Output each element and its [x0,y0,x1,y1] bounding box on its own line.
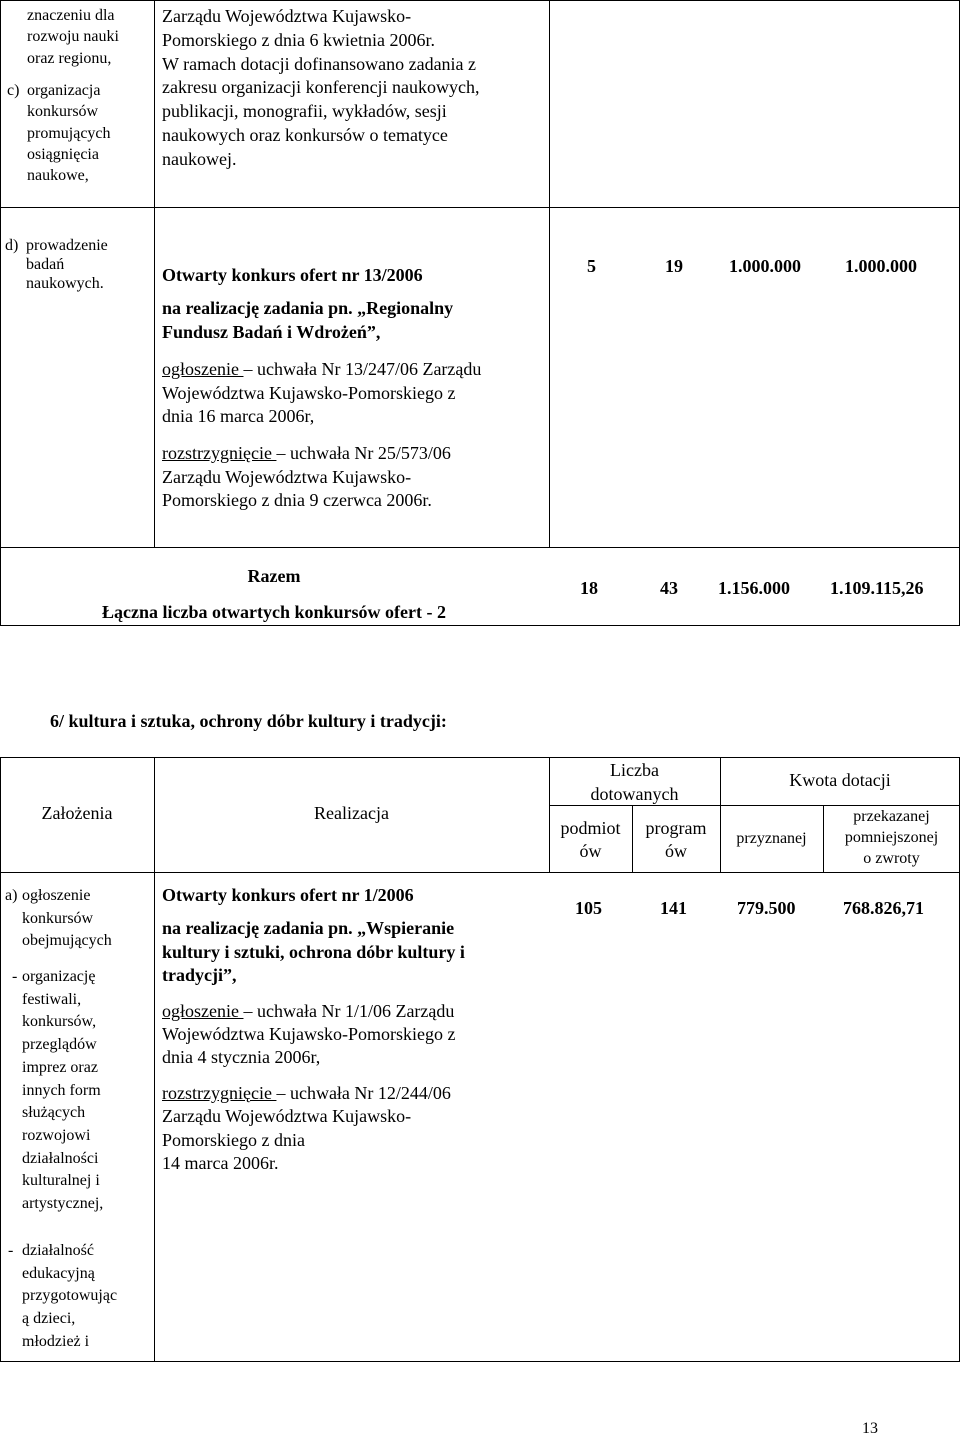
text-line: 14 marca 2006r. [162,1152,279,1173]
text-line: ów [579,841,602,862]
text-line: Liczba [610,760,659,780]
text-line: naukowych. [26,275,104,293]
text-line: Zarządu Województwa Kujawsko- [162,1106,412,1127]
text-line: Pomorskiego z dnia 9 czerwca 2006r. [162,490,432,511]
text-line: badań [26,256,65,274]
text-line: działalność [22,1242,94,1259]
kwota-przekazana: 1.000.000 [845,256,917,276]
text-line: naukowych oraz konkursów o tematyce [162,124,448,145]
text-line: artystycznej, [22,1195,104,1213]
text-line: rozwojowi [22,1127,91,1145]
total-programy: 43 [660,578,678,598]
list-marker: - [8,1242,14,1259]
total-podmioty: 18 [580,578,598,598]
row-realizacja [162,884,542,1175]
announcement-label: ogłoszenie [162,1000,244,1021]
text-line: dnia 4 stycznia 2006r, [162,1047,321,1068]
row-dash-item-1 [12,966,152,1216]
text-line: naukowe, [27,167,89,185]
text-line: organizacja [27,82,101,99]
text-line: dnia 16 marca 2006r, [162,405,315,426]
text-line: służących [22,1104,86,1122]
text-line: innych form [22,1081,101,1099]
text-line: dotowanych [590,784,679,805]
text-line: rozwoju nauki [27,28,119,46]
text-line: Zarządu Województwa Kujawsko- [162,6,412,26]
text-line: promujących [27,124,111,142]
list-marker: c) [7,82,20,99]
header-zalozenia: Założenia [41,803,113,823]
kwota-przekazana: 768.826,71 [843,898,924,918]
text-line: imprez oraz [22,1058,98,1076]
contest-title: Otwarty konkurs ofert nr 1/2006 [162,885,414,905]
text-line: prowadzenie [26,237,108,254]
announcement-label: ogłoszenie [162,359,244,380]
total-przyznana: 1.156.000 [718,578,790,598]
header-podmiotow [549,817,632,864]
text-line: publikacji, monografii, wykładów, sesji [162,101,447,121]
text-line: Województwa Kujawsko-Pomorskiego z [162,1023,456,1044]
list-marker: a) [5,887,18,904]
total-sublabel: Łączna liczba otwartych konkursów ofert - 2 [102,602,446,622]
row1-left-continuation [27,5,152,69]
total-przekazana: 1.109.115,26 [830,578,924,598]
text-line: obejmujących [22,932,112,950]
text-line: młodzież i [22,1332,90,1350]
text-line: program [645,818,707,838]
text-line: konkursów [27,103,99,121]
text-line: podmiot [560,818,621,838]
kwota-przyznana: 779.500 [737,898,796,918]
text-line: Pomorskiego z dnia 6 kwietnia 2006r. [162,29,435,50]
text-line: ą dzieci, [22,1310,76,1328]
row-item-a [5,885,152,953]
task-title-line: Fundusz Badań i Wdrożeń”, [162,321,381,342]
contest-title: Otwarty konkurs ofert nr 13/2006 [162,265,423,285]
header-liczba [549,758,720,807]
header-przekazanej [823,807,960,869]
text-line: Pomorskiego z dnia [162,1129,305,1150]
programy-count: 19 [665,256,683,276]
task-title-line: na realizację zadania pn. „Wspieranie [162,918,455,939]
text-line: przygotowując [22,1287,118,1305]
resolution-label: rozstrzygnięcie [162,1082,277,1103]
header-kwota-dotacji: Kwota dotacji [789,770,891,790]
text-line: organizację [22,968,96,985]
kwota-przyznana: 1.000.000 [729,256,801,276]
list-marker: - [12,968,18,985]
text-line: zakresu organizacji konferencji naukowych, [162,77,480,98]
podmioty-count: 5 [587,256,596,276]
text-line: W ramach dotacji dofinansowano zadania z [162,53,477,74]
text-line: naukowej. [162,148,237,169]
list-marker: d) [5,237,19,254]
row-dash-item-2 [8,1240,152,1354]
text-line: przekazanej [853,808,930,825]
header-przyznanej: przyznanej [736,830,807,847]
text-line: znaczeniu dla [27,7,115,24]
row1-left-item-c [7,80,152,186]
text-line: oraz regionu, [27,49,112,67]
total-label: Razem [247,566,301,586]
header-programow [632,817,720,864]
section-heading: 6/ kultura i sztuka, ochrony dóbr kultury i tradycji: [50,711,447,731]
text-line: ogłoszenie [22,887,91,904]
text-line: o zwroty [863,849,920,867]
row2-left-item-d [5,236,152,294]
text-line: – uchwała Nr 13/247/06 Zarządu [243,359,482,380]
text-line: – uchwała Nr 25/573/06 [276,443,451,464]
task-title-line: kultury i sztuki, ochrona dóbr kultury i [162,941,465,962]
podmioty-count: 105 [575,898,602,918]
text-line: festiwali, [22,990,82,1008]
text-line: osiągnięcia [27,145,99,163]
row2-realizacja [162,264,542,513]
text-line: przeglądów [22,1036,97,1054]
page-number: 13 [862,1420,878,1437]
text-line: – uchwała Nr 12/244/06 [276,1082,451,1103]
text-line: edukacyjną [22,1264,95,1282]
header-realizacja: Realizacja [314,803,389,823]
resolution-label: rozstrzygnięcie [162,443,277,464]
text-line: ów [665,841,687,862]
task-title-line: tradycji”, [162,965,237,986]
row1-realizacja [162,5,542,171]
text-line: pomniejszonej [844,828,939,846]
text-line: Województwa Kujawsko-Pomorskiego z [162,382,456,403]
text-line: – uchwała Nr 1/1/06 Zarządu [243,1000,455,1021]
text-line: konkursów, [22,1013,97,1031]
text-line: konkursów [22,909,94,927]
text-line: kulturalnej i [22,1172,100,1190]
text-line: działalności [22,1149,99,1167]
text-line: Zarządu Województwa Kujawsko- [162,466,412,487]
programy-count: 141 [660,898,687,918]
task-title-line: na realizację zadania pn. „Regionalny [162,298,454,319]
